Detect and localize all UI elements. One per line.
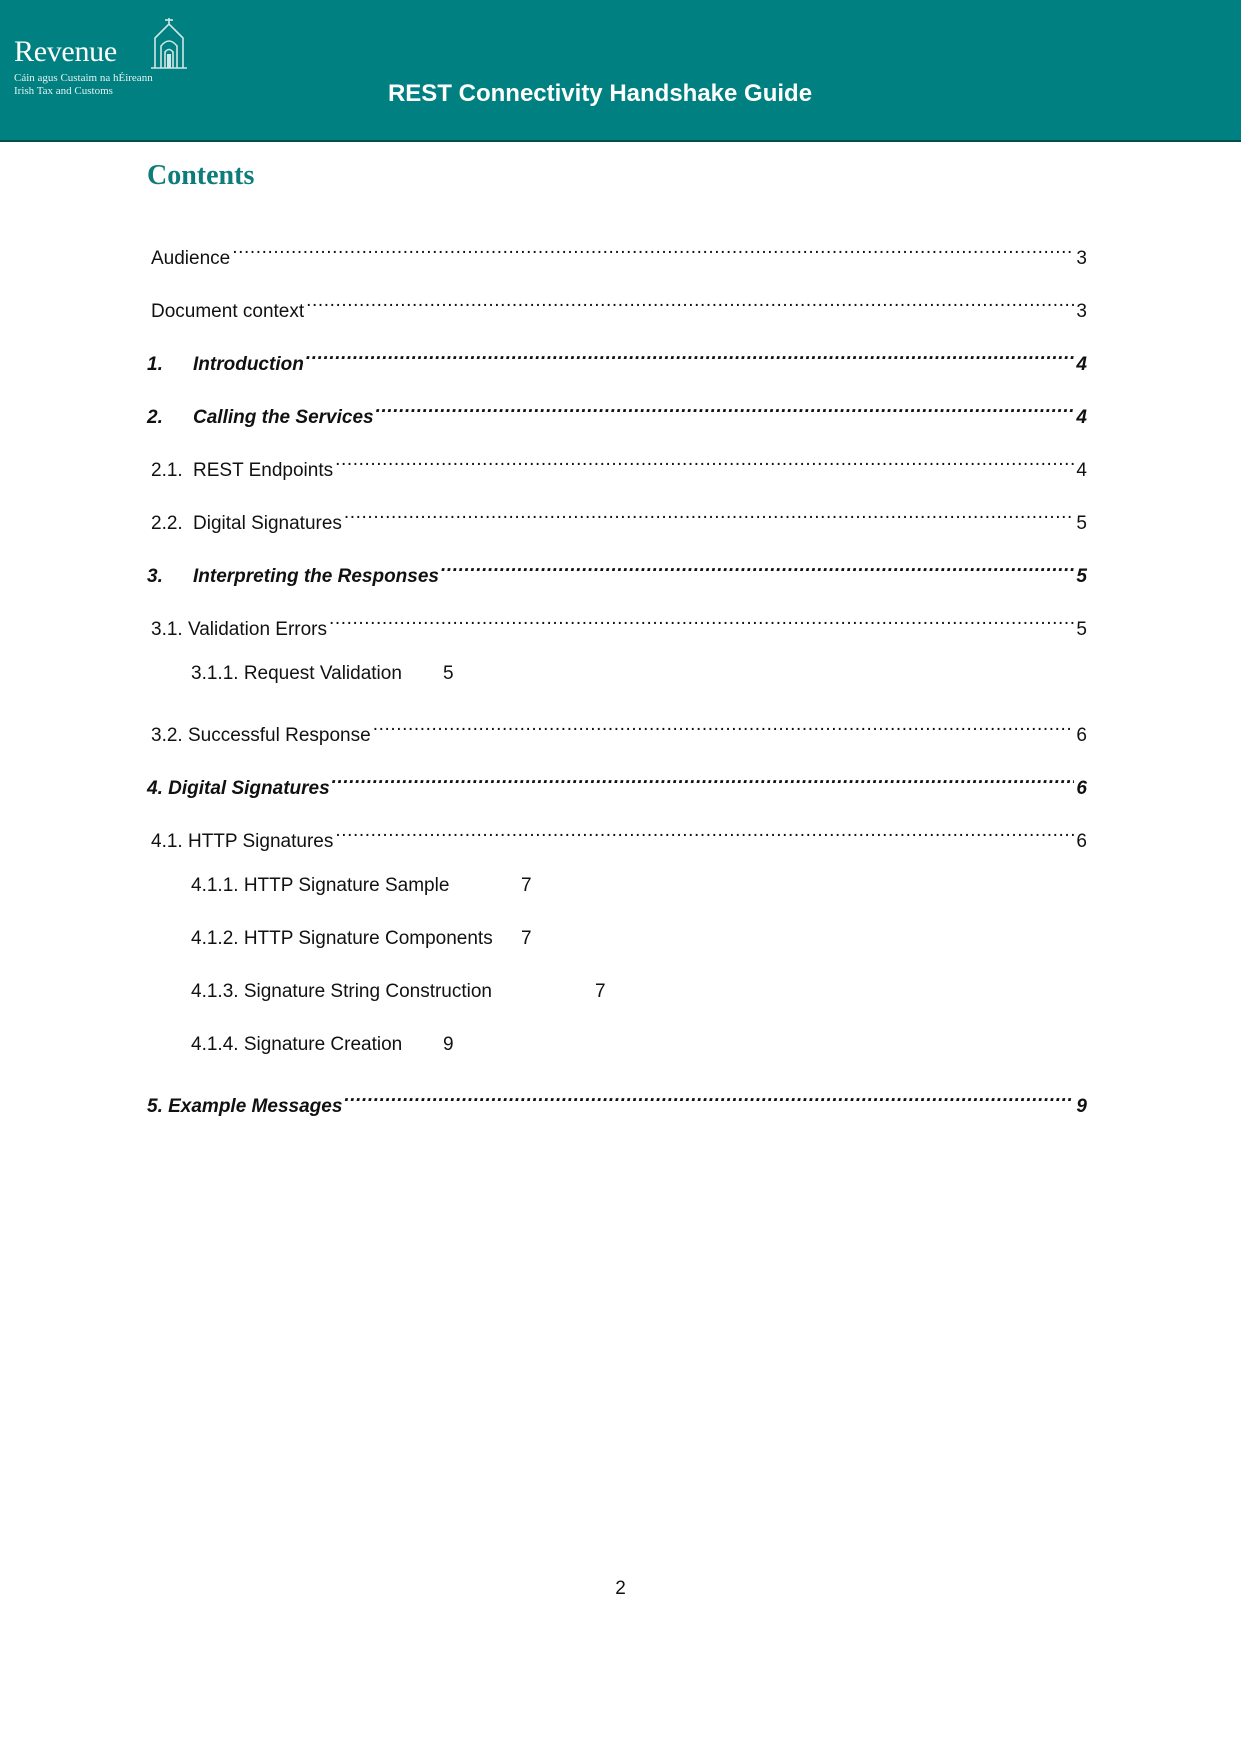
toc-entry-number: 2.: [147, 407, 163, 428]
toc-entry-validation-errors[interactable]: [147, 607, 1087, 640]
toc-entry-document-context[interactable]: [147, 289, 1087, 322]
toc-entry-page: 3: [1076, 301, 1087, 322]
toc-entry-page: 4: [1076, 354, 1087, 375]
toc-entry-label: 3.2. Successful Response: [151, 725, 371, 746]
toc-entry-number: 1.: [147, 354, 163, 375]
toc-entry-number: 2.2.: [151, 513, 183, 534]
toc-entry-label: 4.1.3. Signature String Construction: [191, 981, 493, 1002]
toc-entry-label: 5. Example Messages: [147, 1096, 343, 1117]
toc-dot-leader: [344, 501, 1075, 529]
toc-entry-http-signature-sample[interactable]: [191, 872, 532, 900]
harp-building-icon: [145, 16, 193, 70]
toc-entry-page: 6: [1076, 725, 1087, 746]
toc-entry-page: 5: [1076, 566, 1087, 587]
toc-entry-label: REST Endpoints: [193, 460, 334, 481]
toc-entry-page: 7: [521, 928, 532, 949]
toc-dot-leader: [441, 554, 1074, 582]
toc-entry-label: Calling the Services: [193, 407, 374, 428]
logo-english-subtitle: Irish Tax and Customs: [14, 85, 113, 97]
toc-entry-label: 4.1.4. Signature Creation: [191, 1034, 403, 1055]
toc-entry-digital-signatures-2-2[interactable]: [147, 501, 1087, 534]
toc-entry-label: Introduction: [193, 354, 304, 375]
toc-dot-leader: [329, 607, 1074, 635]
toc-entry-page: 4: [1076, 460, 1087, 481]
toc-entry-page: 3: [1076, 248, 1087, 269]
toc-entry-label: Digital Signatures: [193, 513, 342, 534]
toc-entry-http-signature-components[interactable]: [191, 925, 532, 953]
toc-entry-label: Interpreting the Responses: [193, 566, 439, 587]
toc-entry-label: 4. Digital Signatures: [147, 778, 330, 799]
page-number: 2: [615, 1578, 626, 1599]
toc-dot-leader: [335, 819, 1074, 847]
toc-entry-number: 2.1.: [151, 460, 183, 481]
contents-heading: Contents: [147, 160, 255, 191]
toc-entry-page: 5: [443, 663, 454, 684]
toc-entry-calling-the-services[interactable]: [147, 395, 1087, 428]
toc-entry-page: 9: [1076, 1096, 1087, 1117]
toc-entry-signature-creation[interactable]: [191, 1031, 454, 1059]
toc-entry-label: 4.1. HTTP Signatures: [151, 831, 334, 852]
toc-entry-label: 4.1.2. HTTP Signature Components: [191, 928, 493, 949]
header-band: [0, 0, 1241, 142]
toc-entry-audience[interactable]: [147, 236, 1087, 269]
toc-entry-page: 6: [1076, 778, 1087, 799]
toc-entry-rest-endpoints[interactable]: [147, 448, 1087, 481]
toc-entry-page: 5: [1076, 619, 1087, 640]
toc-dot-leader: [306, 342, 1075, 370]
toc-entry-label: 3.1. Validation Errors: [151, 619, 328, 640]
toc-entry-page: 5: [1076, 513, 1087, 534]
toc-dot-leader: [373, 713, 1075, 741]
toc-entry-request-validation[interactable]: [191, 660, 454, 688]
toc-entry-label: Document context: [151, 301, 305, 322]
toc-entry-example-messages[interactable]: [147, 1084, 1087, 1117]
toc-entry-label: Audience: [151, 248, 231, 269]
toc-entry-label: 4.1.1. HTTP Signature Sample: [191, 875, 450, 896]
toc-dot-leader: [232, 236, 1074, 264]
logo-wordmark: Revenue: [14, 35, 117, 68]
toc-entry-http-signatures[interactable]: [147, 819, 1087, 852]
toc-dot-leader: [376, 395, 1075, 423]
toc-entry-page: 7: [521, 875, 532, 896]
toc-entry-digital-signatures-4[interactable]: [147, 766, 1087, 799]
toc-entry-page: 9: [443, 1034, 454, 1055]
logo-irish-subtitle: Cáin agus Custaim na hÉireann: [14, 72, 153, 84]
toc-entry-successful-response[interactable]: [147, 713, 1087, 746]
toc-entry-number: 3.: [147, 566, 163, 587]
toc-entry-interpreting-the-responses[interactable]: [147, 554, 1087, 587]
toc-entry-page: 6: [1076, 831, 1087, 852]
toc-dot-leader: [344, 1084, 1074, 1112]
document-title-text: REST Connectivity Handshake Guide: [387, 80, 813, 107]
toc-dot-leader: [335, 448, 1074, 476]
toc-entry-signature-string-construction[interactable]: [191, 978, 606, 1006]
toc-dot-leader: [306, 289, 1074, 317]
toc-entry-page: 4: [1076, 407, 1087, 428]
toc-entry-label: 3.1.1. Request Validation: [191, 663, 402, 684]
toc-entry-introduction[interactable]: [147, 342, 1087, 375]
toc-dot-leader: [332, 766, 1075, 794]
document-title: [0, 80, 1200, 108]
toc-entry-page: 7: [595, 981, 606, 1002]
